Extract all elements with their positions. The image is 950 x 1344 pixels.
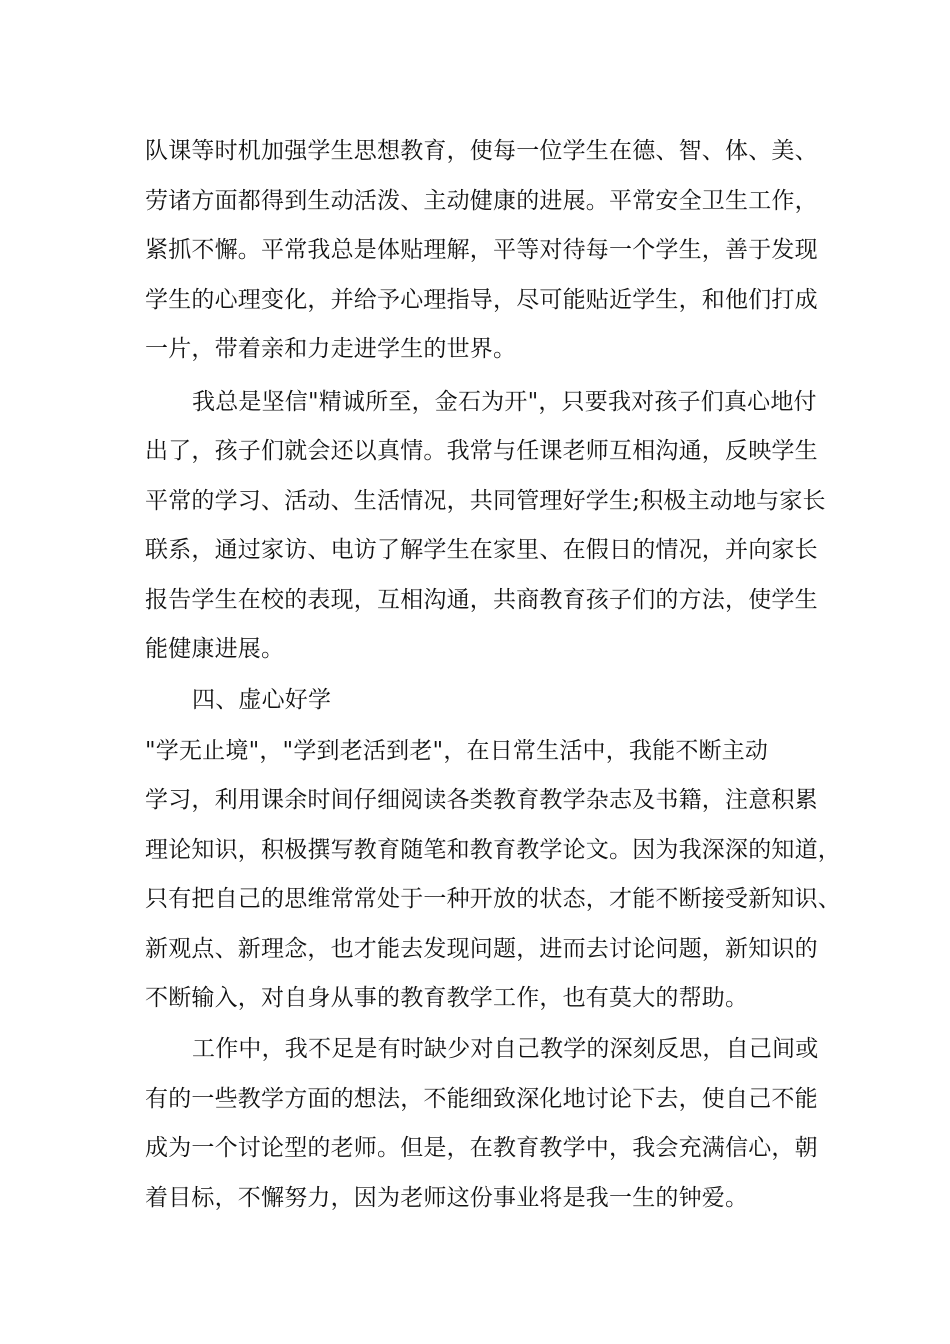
paragraph-line: 成为一个讨论型的老师。但是，在教育教学中，我会充满信心，朝 — [145, 1135, 818, 1161]
paragraph-line: 着目标，不懈努力，因为老师这份事业将是我一生的钟爱。 — [145, 1185, 749, 1211]
paragraph-line: 不断输入，对自身从事的教育教学工作，也有莫大的帮助。 — [145, 985, 749, 1011]
paragraph-line: 一片，带着亲和力走进学生的世界。 — [145, 336, 517, 362]
paragraph-line: 学生的心理变化，并给予心理指导，尽可能贴近学生，和他们打成 — [145, 287, 818, 313]
paragraph-line: 我总是坚信"精诚所至，金石为开"，只要我对孩子们真心地付 — [192, 389, 817, 415]
paragraph-line: 工作中，我不足是有时缺少对自己教学的深刻反思，自己间或 — [192, 1036, 819, 1062]
paragraph-line: 只有把自己的思维常常处于一种开放的状态，才能不断接受新知识、 — [145, 886, 841, 912]
paragraph-line: 平常的学习、活动、生活情况，共同管理好学生;积极主动地与家长 — [145, 488, 826, 514]
paragraph-line: 学习，利用课余时间仔细阅读各类教育教学杂志及书籍，注意积累 — [145, 787, 818, 813]
paragraph-line: 新观点、新理念，也才能去发现问题，进而去讨论问题，新知识的 — [145, 936, 818, 962]
section-heading: 四、虚心好学 — [192, 687, 332, 713]
paragraph-line: 能健康进展。 — [145, 636, 285, 662]
paragraph-line: 理论知识，积极撰写教育随笔和教育教学论文。因为我深深的知道， — [145, 837, 841, 863]
paragraph-line: 队课等时机加强学生思想教育，使每一位学生在德、智、体、美、 — [145, 138, 818, 164]
paragraph-line: 联系，通过家访、电访了解学生在家里、在假日的情况，并向家长 — [145, 537, 818, 563]
paragraph-line: 劳诸方面都得到生动活泼、主动健康的进展。平常安全卫生工作， — [145, 188, 818, 214]
paragraph-line: "学无止境"，"学到老活到老"，在日常生活中，我能不断主动 — [145, 738, 769, 764]
paragraph-line: 报告学生在校的表现，互相沟通，共商教育孩子们的方法，使学生 — [145, 587, 818, 613]
paragraph-line: 有的一些教学方面的想法，不能细致深化地讨论下去，使自己不能 — [145, 1086, 818, 1112]
paragraph-line: 出了，孩子们就会还以真情。我常与任课老师互相沟通，反映学生 — [145, 438, 818, 464]
paragraph-line: 紧抓不懈。平常我总是体贴理解，平等对待每一个学生，善于发现 — [145, 237, 818, 263]
